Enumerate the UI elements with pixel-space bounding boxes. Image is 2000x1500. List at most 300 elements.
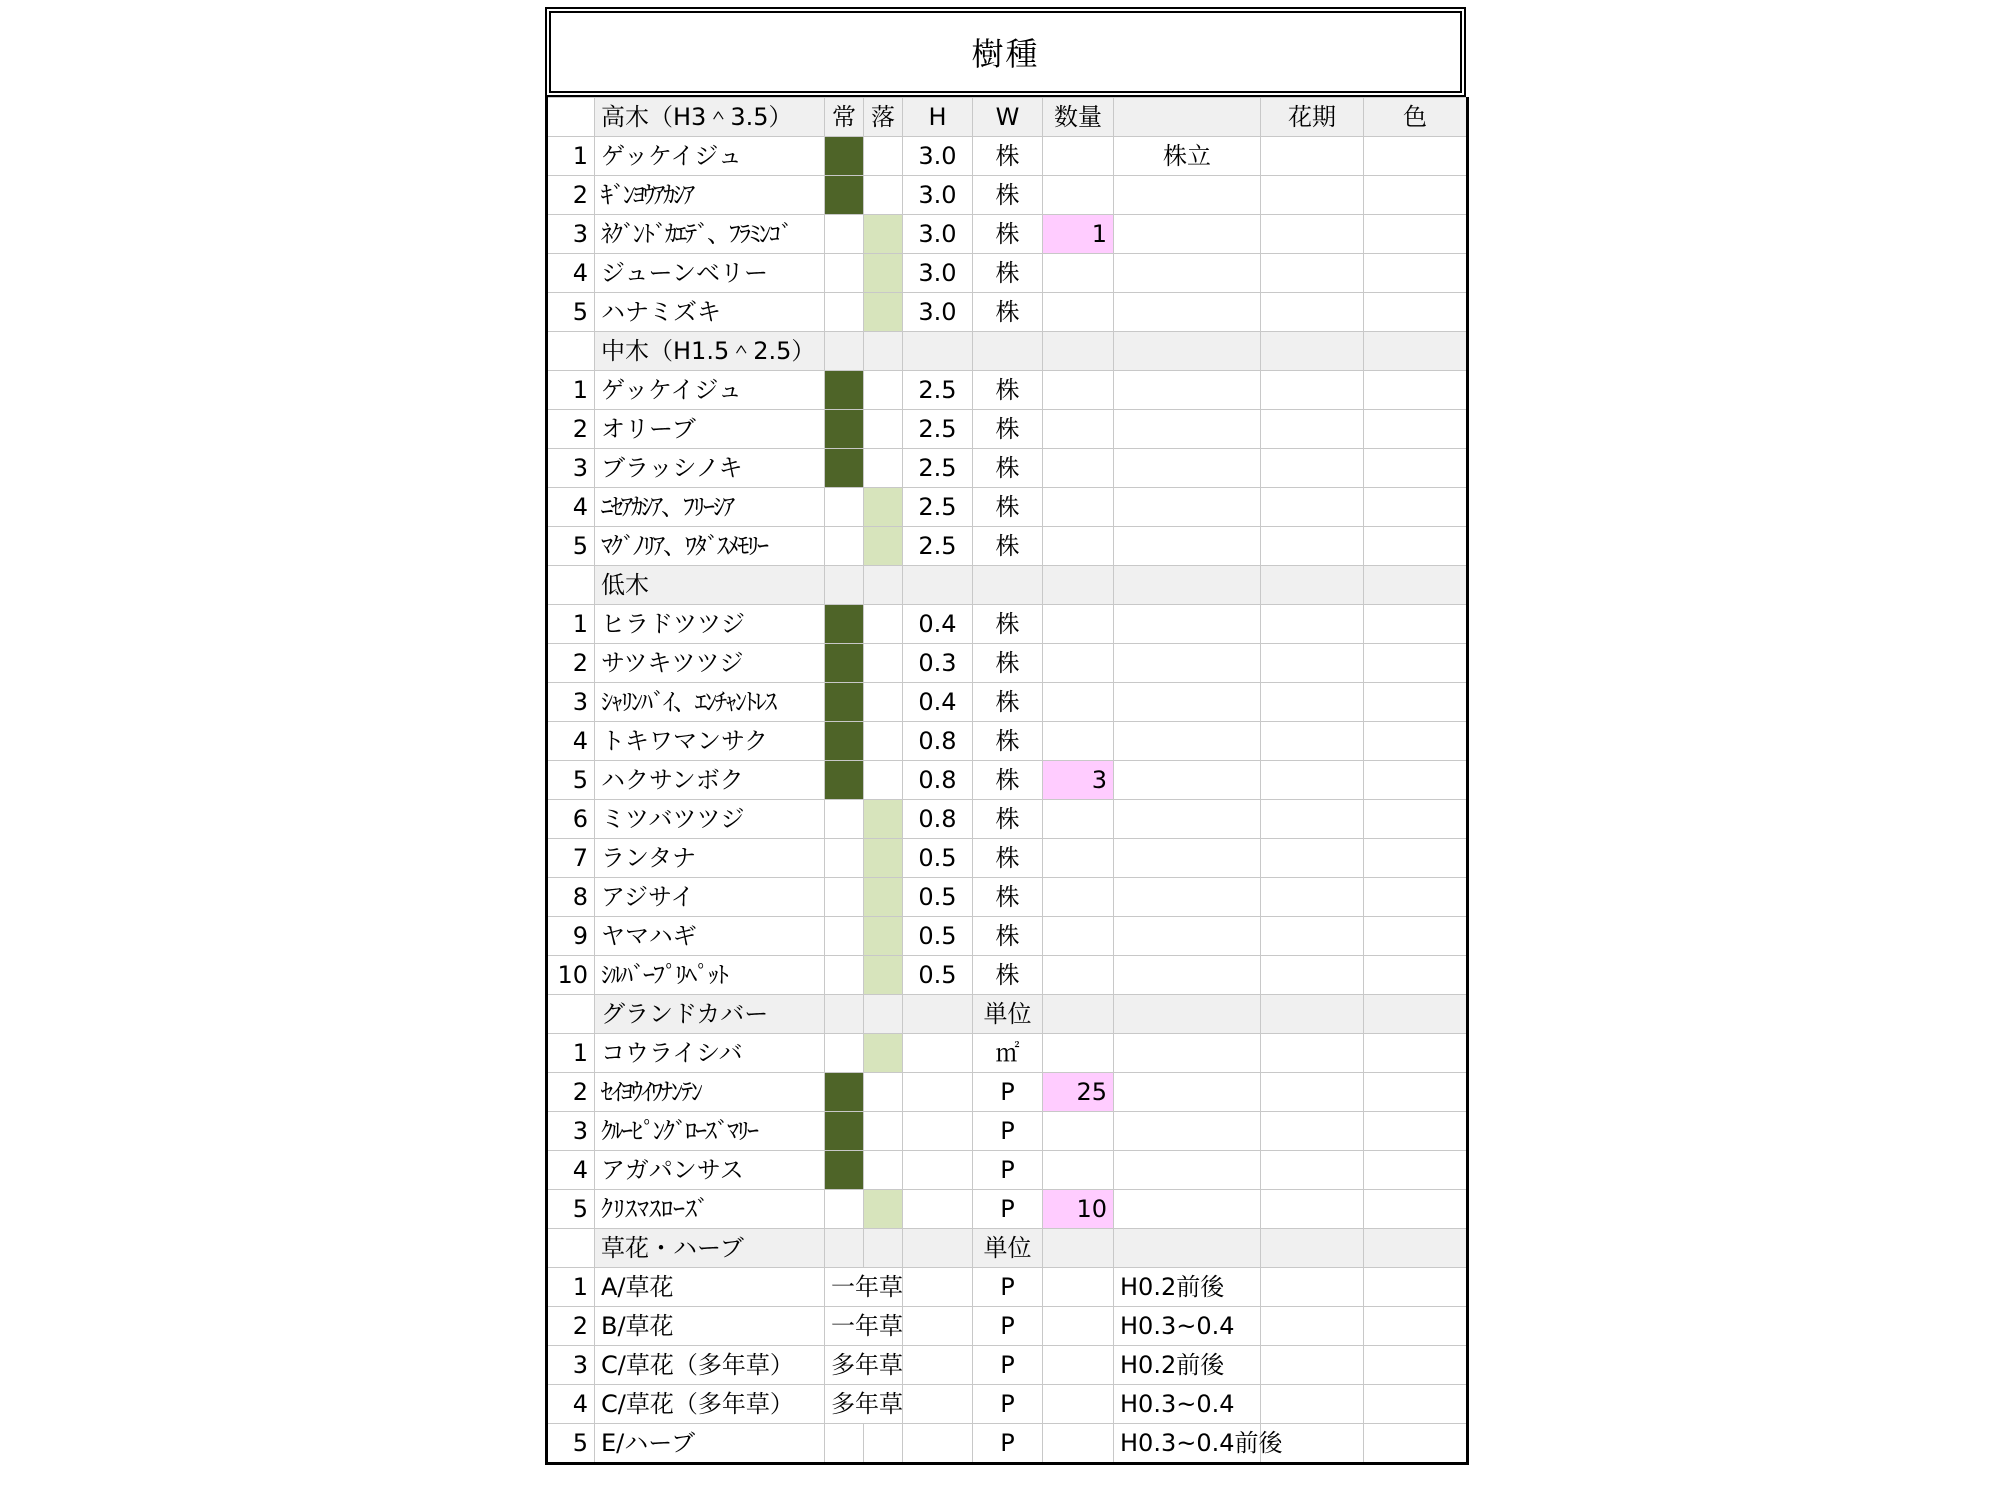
spec-cell: [1114, 956, 1261, 995]
height-cell: 3.0: [903, 293, 973, 332]
evergreen-cell: [825, 995, 864, 1034]
height-cell: 3.0: [903, 215, 973, 254]
deciduous-cell: [864, 917, 903, 956]
height-cell: 0.3: [903, 644, 973, 683]
height-cell: [903, 1229, 973, 1268]
row-number: 5: [547, 761, 595, 800]
table-row: [547, 176, 1468, 215]
deciduous-cell: [864, 137, 903, 176]
quantity-cell: [1043, 1151, 1114, 1190]
flower-period-cell: [1261, 1190, 1364, 1229]
flower-period-cell: [1261, 332, 1364, 371]
row-number: 9: [547, 917, 595, 956]
height-cell: [903, 995, 973, 1034]
spec-cell: H0.3~0.4前後: [1114, 1424, 1261, 1464]
header-row: [547, 98, 1468, 137]
color-cell: [1364, 644, 1468, 683]
spec-cell: [1114, 839, 1261, 878]
plant-name: ブラッシノキ: [595, 449, 825, 488]
height-cell: [903, 1151, 973, 1190]
height-cell: 0.5: [903, 917, 973, 956]
quantity-cell: [1043, 410, 1114, 449]
evergreen-cell: [825, 956, 864, 995]
flower-period-cell: [1261, 605, 1364, 644]
spec-cell: [1114, 1073, 1261, 1112]
flower-period-cell: [1261, 1346, 1364, 1385]
deciduous-cell: [864, 449, 903, 488]
height-cell: 0.5: [903, 956, 973, 995]
height-cell: [903, 1424, 973, 1464]
quantity-cell: [1043, 839, 1114, 878]
plant-name: ヤマハギ: [595, 917, 825, 956]
row-number: 3: [547, 1112, 595, 1151]
color-cell: [1364, 176, 1468, 215]
unit-cell: 株: [973, 683, 1043, 722]
color-cell: [1364, 254, 1468, 293]
quantity-cell: [1043, 527, 1114, 566]
unit-cell: P: [973, 1151, 1043, 1190]
evergreen-cell: [825, 293, 864, 332]
quantity-cell: [1043, 1424, 1114, 1464]
evergreen-cell: [825, 1112, 864, 1151]
plant-name: ゲッケイジュ: [595, 137, 825, 176]
height-cell: [903, 1346, 973, 1385]
deciduous-cell: [864, 683, 903, 722]
flower-period-cell: [1261, 410, 1364, 449]
height-cell: 0.4: [903, 605, 973, 644]
color-cell: [1364, 878, 1468, 917]
spec-cell: [1114, 605, 1261, 644]
table-row: [547, 293, 1468, 332]
plant-name: トキワマンサク: [595, 722, 825, 761]
table-row: [547, 410, 1468, 449]
height-cell: 0.4: [903, 683, 973, 722]
unit-cell: 株: [973, 605, 1043, 644]
color-cell: [1364, 683, 1468, 722]
spec-cell: H0.2前後: [1114, 1346, 1261, 1385]
flower-period-cell: [1261, 1073, 1364, 1112]
evergreen-cell: [825, 1034, 864, 1073]
unit-cell: 株: [973, 293, 1043, 332]
section-row: [547, 1229, 1468, 1268]
row-number: 4: [547, 488, 595, 527]
color-cell: [1364, 1346, 1468, 1385]
spec-cell: [1114, 371, 1261, 410]
quantity-cell: [1043, 332, 1114, 371]
flower-period-cell: [1261, 1268, 1364, 1307]
row-number: 7: [547, 839, 595, 878]
spec-cell: [1114, 644, 1261, 683]
table-row: [547, 1190, 1468, 1229]
row-number: 5: [547, 527, 595, 566]
quantity-cell: [1043, 254, 1114, 293]
plant-name: ヒラドツツジ: [595, 605, 825, 644]
table-row: [547, 1034, 1468, 1073]
unit-cell: P: [973, 1268, 1043, 1307]
deciduous-cell: [864, 410, 903, 449]
spec-cell: [1114, 683, 1261, 722]
quantity-cell: [1043, 800, 1114, 839]
color-cell: [1364, 917, 1468, 956]
row-number: 2: [547, 644, 595, 683]
unit-cell: 株: [973, 371, 1043, 410]
plant-name: ｼｬﾘﾝﾊﾞｲ、ｴﾝﾁｬﾝﾄﾚｽ: [595, 683, 825, 722]
quantity-cell: [1043, 956, 1114, 995]
spec-cell: [1114, 722, 1261, 761]
table-row: [547, 1346, 1468, 1385]
spec-cell: [1114, 1112, 1261, 1151]
color-cell: [1364, 722, 1468, 761]
deciduous-cell: [864, 371, 903, 410]
height-cell: 0.8: [903, 800, 973, 839]
flower-period-cell: [1261, 683, 1364, 722]
table-row: [547, 527, 1468, 566]
height-cell: [903, 1190, 973, 1229]
plant-name: ｸﾘｽﾏｽﾛｰｽﾞ: [595, 1190, 825, 1229]
color-cell: [1364, 215, 1468, 254]
spec-cell: [1114, 1229, 1261, 1268]
height-cell: 0.8: [903, 722, 973, 761]
color-cell: [1364, 1268, 1468, 1307]
row-number: 3: [547, 1346, 595, 1385]
plant-name: ジューンベリー: [595, 254, 825, 293]
evergreen-cell: [825, 839, 864, 878]
unit-cell: 単位: [973, 1229, 1043, 1268]
flower-period-cell: [1261, 566, 1364, 605]
plant-name: ハクサンボク: [595, 761, 825, 800]
quantity-cell: [1043, 878, 1114, 917]
plant-name: B/草花: [595, 1307, 825, 1346]
table-row: [547, 1307, 1468, 1346]
plant-kind: 一年草: [825, 1268, 903, 1307]
plant-name: オリーブ: [595, 410, 825, 449]
height-cell: 3.0: [903, 137, 973, 176]
height-cell: 2.5: [903, 449, 973, 488]
evergreen-cell: [825, 605, 864, 644]
height-cell: [903, 1307, 973, 1346]
spec-cell: [1114, 215, 1261, 254]
unit-cell: 株: [973, 527, 1043, 566]
header-qty: 数量: [1043, 98, 1114, 137]
table-row: [547, 1424, 1468, 1464]
deciduous-cell: [864, 215, 903, 254]
height-cell: 0.5: [903, 839, 973, 878]
row-number: [547, 566, 595, 605]
row-number: 4: [547, 1385, 595, 1424]
spec-cell: [1114, 917, 1261, 956]
tree-species-sheet: [545, 7, 1466, 1465]
row-number: [547, 995, 595, 1034]
row-number: 1: [547, 1034, 595, 1073]
evergreen-cell: [825, 644, 864, 683]
evergreen-cell: [825, 449, 864, 488]
section-title: 低木: [595, 566, 825, 605]
evergreen-cell: [825, 254, 864, 293]
header-blank: [1114, 98, 1261, 137]
unit-cell: P: [973, 1112, 1043, 1151]
color-cell: [1364, 1190, 1468, 1229]
row-number: 5: [547, 1424, 595, 1464]
unit-cell: 単位: [973, 995, 1043, 1034]
table-row: [547, 1073, 1468, 1112]
unit-cell: 株: [973, 176, 1043, 215]
plant-name: ｷﾞﾝﾖｳｱｶｼｱ: [595, 176, 825, 215]
quantity-cell: [1043, 644, 1114, 683]
evergreen-cell: [825, 761, 864, 800]
plant-name: アガパンサス: [595, 1151, 825, 1190]
flower-period-cell: [1261, 917, 1364, 956]
plant-kind: 多年草: [825, 1385, 903, 1424]
quantity-cell: 10: [1043, 1190, 1114, 1229]
row-number: 2: [547, 410, 595, 449]
color-cell: [1364, 605, 1468, 644]
plant-name: A/草花: [595, 1268, 825, 1307]
spec-cell: [1114, 293, 1261, 332]
plant-name: アジサイ: [595, 878, 825, 917]
deciduous-cell: [864, 332, 903, 371]
flower-period-cell: [1261, 644, 1364, 683]
unit-cell: P: [973, 1073, 1043, 1112]
table-row: [547, 488, 1468, 527]
row-number: 4: [547, 722, 595, 761]
row-number: 1: [547, 605, 595, 644]
deciduous-cell: [864, 995, 903, 1034]
flower-period-cell: [1261, 1112, 1364, 1151]
quantity-cell: [1043, 566, 1114, 605]
flower-period-cell: [1261, 839, 1364, 878]
quantity-cell: [1043, 605, 1114, 644]
evergreen-cell: [825, 488, 864, 527]
deciduous-cell: [864, 176, 903, 215]
quantity-cell: [1043, 1112, 1114, 1151]
height-cell: 2.5: [903, 527, 973, 566]
spec-cell: [1114, 761, 1261, 800]
quantity-cell: [1043, 293, 1114, 332]
deciduous-cell: [864, 800, 903, 839]
plant-name: コウライシバ: [595, 1034, 825, 1073]
evergreen-cell: [825, 722, 864, 761]
evergreen-cell: [825, 878, 864, 917]
table-row: [547, 800, 1468, 839]
spec-cell: [1114, 527, 1261, 566]
flower-period-cell: [1261, 761, 1364, 800]
section-title: グランドカバー: [595, 995, 825, 1034]
unit-cell: [973, 566, 1043, 605]
color-cell: [1364, 1229, 1468, 1268]
deciduous-cell: [864, 1151, 903, 1190]
evergreen-cell: [825, 917, 864, 956]
row-number: 5: [547, 1190, 595, 1229]
color-cell: [1364, 1073, 1468, 1112]
color-cell: [1364, 839, 1468, 878]
unit-cell: P: [973, 1307, 1043, 1346]
evergreen-cell: [825, 371, 864, 410]
quantity-cell: [1043, 1307, 1114, 1346]
spec-cell: [1114, 1190, 1261, 1229]
plant-name: ｸﾙｰﾋﾟﾝｸﾞﾛｰｽﾞﾏﾘｰ: [595, 1112, 825, 1151]
spec-cell: H0.3~0.4: [1114, 1385, 1261, 1424]
color-cell: [1364, 137, 1468, 176]
flower-period-cell: [1261, 527, 1364, 566]
height-cell: 2.5: [903, 488, 973, 527]
unit-cell: 株: [973, 644, 1043, 683]
header-name: 高木（H3＾3.5）: [595, 98, 825, 137]
flower-period-cell: [1261, 1151, 1364, 1190]
row-number: 2: [547, 176, 595, 215]
spec-cell: [1114, 488, 1261, 527]
unit-cell: 株: [973, 839, 1043, 878]
quantity-cell: [1043, 995, 1114, 1034]
flower-period-cell: [1261, 137, 1364, 176]
table-row: [547, 683, 1468, 722]
quantity-cell: 1: [1043, 215, 1114, 254]
section-title: 中木（H1.5＾2.5）: [595, 332, 825, 371]
section-title: 草花・ハーブ: [595, 1229, 825, 1268]
flower-period-cell: [1261, 293, 1364, 332]
spec-cell: [1114, 254, 1261, 293]
unit-cell: 株: [973, 449, 1043, 488]
row-number: 4: [547, 254, 595, 293]
height-cell: [903, 1073, 973, 1112]
table-row: [547, 1385, 1468, 1424]
row-number: 3: [547, 683, 595, 722]
row-number: 2: [547, 1073, 595, 1112]
height-cell: 0.8: [903, 761, 973, 800]
deciduous-cell: [864, 761, 903, 800]
color-cell: [1364, 566, 1468, 605]
plant-kind: 一年草: [825, 1307, 903, 1346]
evergreen-cell: [825, 410, 864, 449]
unit-cell: 株: [973, 761, 1043, 800]
row-number: 3: [547, 449, 595, 488]
deciduous-cell: [864, 254, 903, 293]
evergreen-cell: [825, 137, 864, 176]
evergreen-cell: [825, 1151, 864, 1190]
table-row: [547, 137, 1468, 176]
color-cell: [1364, 488, 1468, 527]
unit-cell: 株: [973, 410, 1043, 449]
plant-name: ミツバツツジ: [595, 800, 825, 839]
quantity-cell: [1043, 449, 1114, 488]
quantity-cell: [1043, 137, 1114, 176]
deciduous-cell: [864, 839, 903, 878]
spec-cell: H0.3~0.4: [1114, 1307, 1261, 1346]
deciduous-cell: [864, 488, 903, 527]
row-number: 3: [547, 215, 595, 254]
unit-cell: 株: [973, 488, 1043, 527]
spec-cell: [1114, 995, 1261, 1034]
spec-cell: [1114, 1034, 1261, 1073]
plant-name: ゲッケイジュ: [595, 371, 825, 410]
table-row: [547, 761, 1468, 800]
plant-kind: 多年草: [825, 1346, 903, 1385]
deciduous-cell: [864, 605, 903, 644]
color-cell: [1364, 332, 1468, 371]
quantity-cell: [1043, 1346, 1114, 1385]
color-cell: [1364, 995, 1468, 1034]
evergreen-cell: [825, 215, 864, 254]
table-row: [547, 1112, 1468, 1151]
color-cell: [1364, 527, 1468, 566]
section-row: [547, 332, 1468, 371]
deciduous-cell: [864, 566, 903, 605]
height-cell: [903, 1034, 973, 1073]
deciduous-cell: [864, 1112, 903, 1151]
unit-cell: P: [973, 1346, 1043, 1385]
unit-cell: 株: [973, 917, 1043, 956]
color-cell: [1364, 410, 1468, 449]
header-h: H: [903, 98, 973, 137]
row-number: 10: [547, 956, 595, 995]
spec-cell: H0.2前後: [1114, 1268, 1261, 1307]
quantity-cell: [1043, 1229, 1114, 1268]
plant-name: E/ハーブ: [595, 1424, 825, 1464]
evergreen-cell: [825, 566, 864, 605]
unit-cell: 株: [973, 878, 1043, 917]
plant-name: ハナミズキ: [595, 293, 825, 332]
spec-cell: [1114, 878, 1261, 917]
quantity-cell: [1043, 917, 1114, 956]
unit-cell: 株: [973, 137, 1043, 176]
color-cell: [1364, 1385, 1468, 1424]
deciduous-cell: [864, 1073, 903, 1112]
unit-cell: ㎡: [973, 1034, 1043, 1073]
row-number: [547, 332, 595, 371]
table-row: [547, 722, 1468, 761]
header-deciduous: 落: [864, 98, 903, 137]
spec-cell: 株立: [1114, 137, 1261, 176]
table-row: [547, 449, 1468, 488]
header-no: [547, 98, 595, 137]
flower-period-cell: [1261, 878, 1364, 917]
flower-period-cell: [1261, 1307, 1364, 1346]
row-number: [547, 1229, 595, 1268]
plant-name: サツキツツジ: [595, 644, 825, 683]
spec-cell: [1114, 800, 1261, 839]
quantity-cell: [1043, 488, 1114, 527]
unit-cell: [973, 332, 1043, 371]
row-number: 5: [547, 293, 595, 332]
spec-cell: [1114, 1151, 1261, 1190]
deciduous-cell: [864, 878, 903, 917]
color-cell: [1364, 956, 1468, 995]
spec-cell: [1114, 410, 1261, 449]
plant-name: C/草花（多年草）: [595, 1385, 825, 1424]
table-row: [547, 371, 1468, 410]
evergreen-cell: [825, 1073, 864, 1112]
row-number: 6: [547, 800, 595, 839]
flower-period-cell: [1261, 956, 1364, 995]
flower-period-cell: [1261, 1229, 1364, 1268]
unit-cell: 株: [973, 215, 1043, 254]
height-cell: [903, 566, 973, 605]
deciduous-cell: [864, 527, 903, 566]
deciduous-cell: [864, 1034, 903, 1073]
spec-cell: [1114, 332, 1261, 371]
unit-cell: 株: [973, 800, 1043, 839]
unit-cell: 株: [973, 254, 1043, 293]
quantity-cell: [1043, 371, 1114, 410]
table-row: [547, 1151, 1468, 1190]
deciduous-cell: [864, 644, 903, 683]
header-w: W: [973, 98, 1043, 137]
spec-cell: [1114, 566, 1261, 605]
quantity-cell: [1043, 1034, 1114, 1073]
evergreen-cell: [825, 176, 864, 215]
deciduous-cell: [864, 956, 903, 995]
height-cell: 2.5: [903, 371, 973, 410]
header-color: 色: [1364, 98, 1468, 137]
